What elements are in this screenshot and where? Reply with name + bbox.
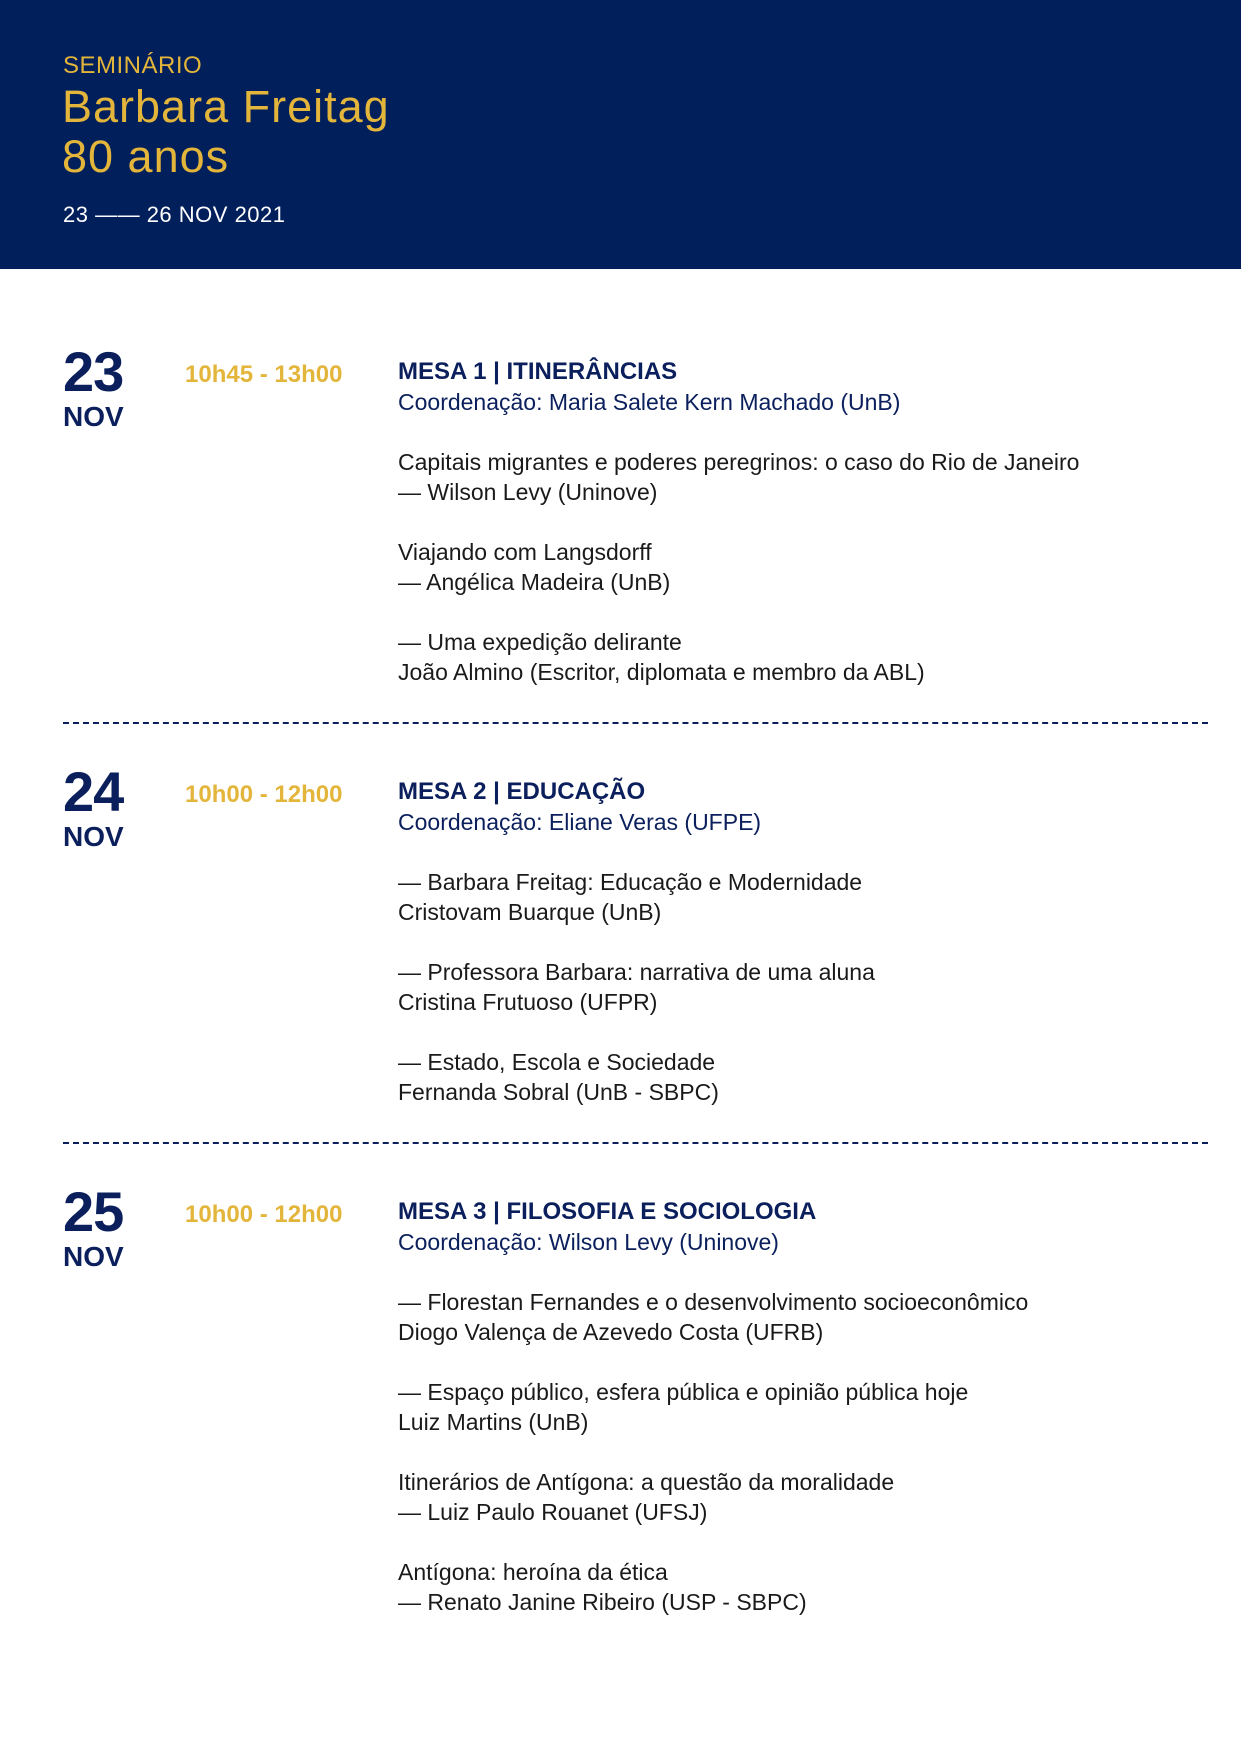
session-content xyxy=(398,357,1198,687)
talk-item xyxy=(398,537,1198,597)
talk-title: — Uma expedição delirante xyxy=(398,629,682,655)
event-dates: 23 —— 26 NOV 2021 xyxy=(63,202,286,227)
talk-title: — Estado, Escola e Sociedade xyxy=(398,1049,716,1075)
session-time: 10h00 - 12h00 xyxy=(185,781,343,808)
talk-speaker: João Almino (Escritor, diplomata e membro da ABL) xyxy=(398,659,925,685)
session-date xyxy=(63,760,124,854)
session-time: 10h45 - 13h00 xyxy=(185,361,343,388)
talk-title: — Espaço público, esfera pública e opinião pública hoje xyxy=(398,1379,969,1405)
talk-speaker: — Luiz Paulo Rouanet (UFSJ) xyxy=(398,1499,708,1525)
talk-title: — Professora Barbara: narrativa de uma aluna xyxy=(398,959,875,985)
session-title: MESA 1 | ITINERÂNCIAS xyxy=(398,358,678,385)
talk-item xyxy=(398,447,1198,507)
session-coordination: Coordenação: Wilson Levy (Uninove) xyxy=(398,1229,779,1255)
event-kicker: SEMINÁRIO xyxy=(63,52,203,79)
day-number: 25 xyxy=(63,1180,124,1243)
talk-title: Antígona: heroína da ética xyxy=(398,1559,668,1585)
talk-speaker: Cristina Frutuoso (UFPR) xyxy=(398,989,658,1015)
session-content xyxy=(398,1197,1198,1617)
event-title xyxy=(62,82,390,182)
talk-item xyxy=(398,1287,1198,1347)
talk-title: — Barbara Freitag: Educação e Modernidade xyxy=(398,869,863,895)
talk-title: — Florestan Fernandes e o desenvolvimento socioeconômico xyxy=(398,1289,1029,1315)
header-banner xyxy=(0,0,1241,269)
session-content xyxy=(398,777,1198,1107)
talk-speaker: Cristovam Buarque (UnB) xyxy=(398,899,662,925)
talk-title: Viajando com Langsdorff xyxy=(398,539,652,565)
talk-item xyxy=(398,1467,1198,1527)
talk-speaker: Fernanda Sobral (UnB - SBPC) xyxy=(398,1079,719,1105)
day-number: 23 xyxy=(63,340,124,403)
talk-speaker: — Wilson Levy (Uninove) xyxy=(398,479,658,505)
talk-item xyxy=(398,1047,1198,1107)
session-title: MESA 2 | EDUCAÇÃO xyxy=(398,778,646,805)
session-coordination: Coordenação: Maria Salete Kern Machado (UnB) xyxy=(398,389,901,415)
talk-item xyxy=(398,867,1198,927)
talk-speaker: — Angélica Madeira (UnB) xyxy=(398,569,671,595)
talk-item xyxy=(398,1377,1198,1437)
talk-item xyxy=(398,1557,1198,1617)
dashed-divider xyxy=(63,722,1208,724)
talk-speaker: Luiz Martins (UnB) xyxy=(398,1409,589,1435)
month-label: NOV xyxy=(63,1241,124,1272)
talk-item xyxy=(398,957,1198,1017)
session-time: 10h00 - 12h00 xyxy=(185,1201,343,1228)
talk-speaker: Diogo Valença de Azevedo Costa (UFRB) xyxy=(398,1319,824,1345)
event-title-line1: Barbara Freitag xyxy=(62,81,390,132)
talk-title: Itinerários de Antígona: a questão da moralidade xyxy=(398,1469,895,1495)
talk-speaker: — Renato Janine Ribeiro (USP - SBPC) xyxy=(398,1589,807,1615)
day-number: 24 xyxy=(63,760,124,823)
dashed-divider xyxy=(63,1142,1208,1144)
talk-item xyxy=(398,627,1198,687)
month-label: NOV xyxy=(63,401,124,432)
session-date xyxy=(63,340,124,434)
month-label: NOV xyxy=(63,821,124,852)
session-date xyxy=(63,1180,124,1274)
talk-title: Capitais migrantes e poderes peregrinos: o caso do Rio de Janeiro xyxy=(398,449,1080,475)
session-coordination: Coordenação: Eliane Veras (UFPE) xyxy=(398,809,762,835)
session-title: MESA 3 | FILOSOFIA E SOCIOLOGIA xyxy=(398,1198,817,1225)
event-title-line2: 80 anos xyxy=(62,131,230,182)
